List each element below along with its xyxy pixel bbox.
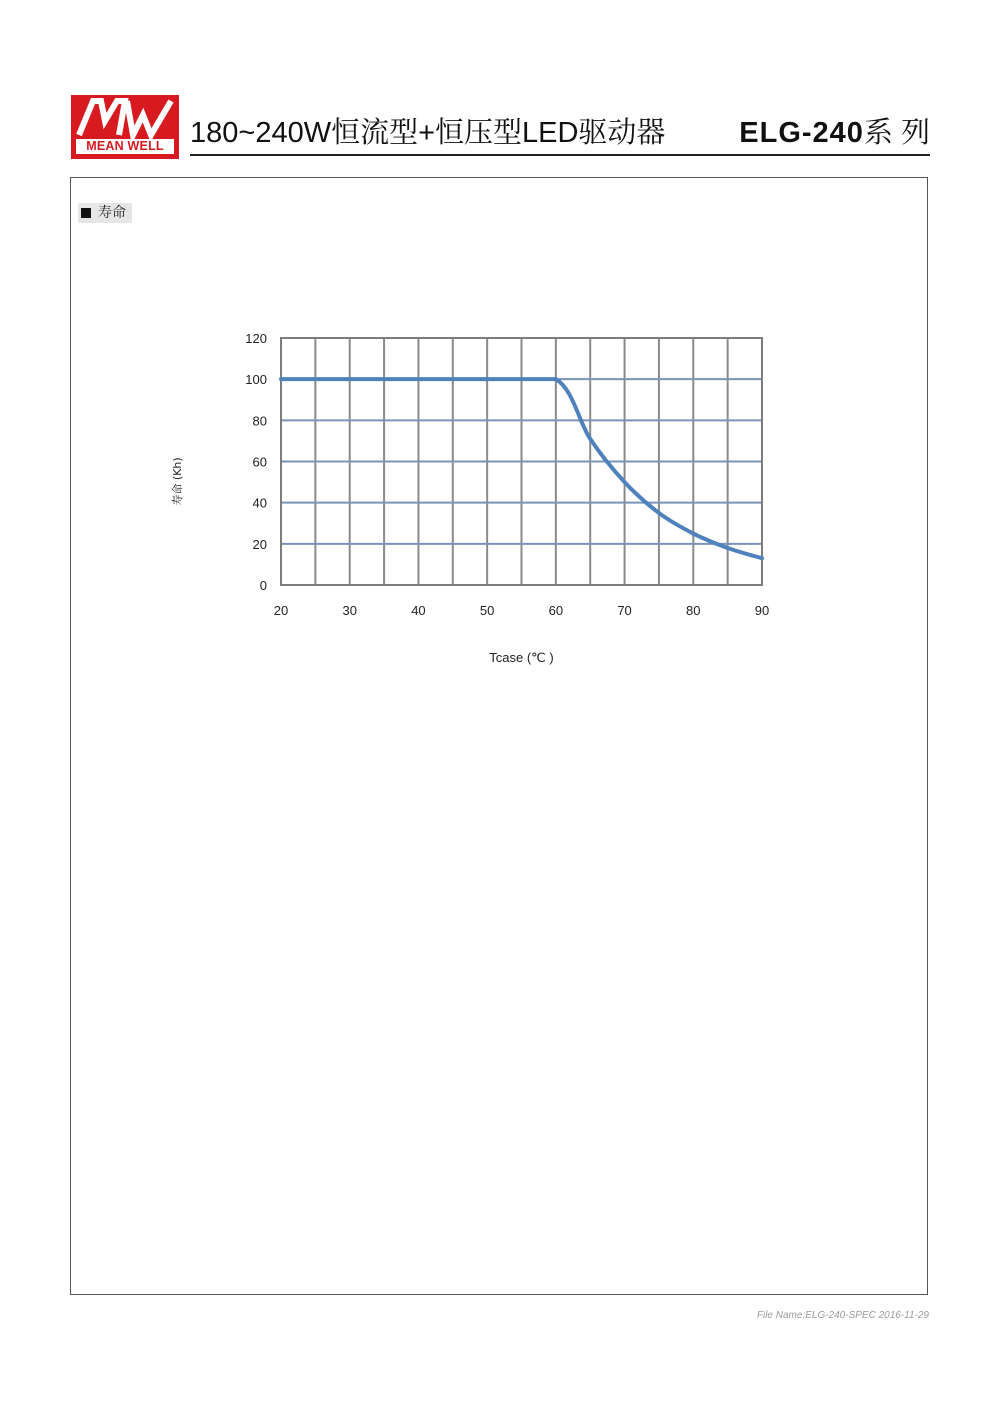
y-tick-label: 120 (245, 331, 267, 346)
mean-well-logo (71, 95, 179, 159)
section-heading (78, 203, 132, 223)
y-tick-label: 0 (259, 578, 267, 593)
y-tick-label: 60 (252, 454, 267, 470)
x-tick-labels (274, 603, 769, 618)
x-tick-label: 60 (548, 603, 564, 618)
x-axis-label: Tcase (℃ ) (489, 650, 554, 665)
x-tick-label: 40 (411, 603, 426, 618)
series-suffix: 系 列 (863, 117, 930, 149)
x-tick-label: 70 (617, 603, 632, 618)
file-name-footer: File Name:ELG-240-SPEC 2016-11-29 (756, 1310, 929, 1321)
mw-logo-mark-icon (71, 95, 179, 141)
y-tick-label: 20 (252, 536, 267, 552)
x-tick-label: 20 (273, 603, 289, 618)
page-title: 180~240W恒流型+恒压型LED驱动器 (190, 117, 666, 149)
model-name: ELG-240 (739, 117, 864, 149)
chart-grid (281, 338, 762, 585)
lifetime-chart (160, 320, 800, 680)
y-tick-label: 100 (245, 372, 267, 388)
y-tick-label: 80 (252, 413, 267, 429)
x-tick-label: 80 (686, 603, 701, 618)
logo-brand-text: MEAN WELL (76, 139, 174, 154)
y-tick-labels (245, 331, 267, 593)
y-tick-label: 40 (252, 495, 267, 511)
series-name (739, 116, 930, 150)
y-axis-label: 寿命 (Kh) (171, 457, 184, 506)
bullet-square-icon (81, 208, 91, 218)
header-divider (190, 154, 930, 156)
x-tick-label: 30 (342, 603, 357, 618)
section-label: 寿命 (98, 205, 126, 221)
x-tick-label: 90 (754, 603, 770, 618)
x-tick-label: 50 (479, 603, 495, 618)
